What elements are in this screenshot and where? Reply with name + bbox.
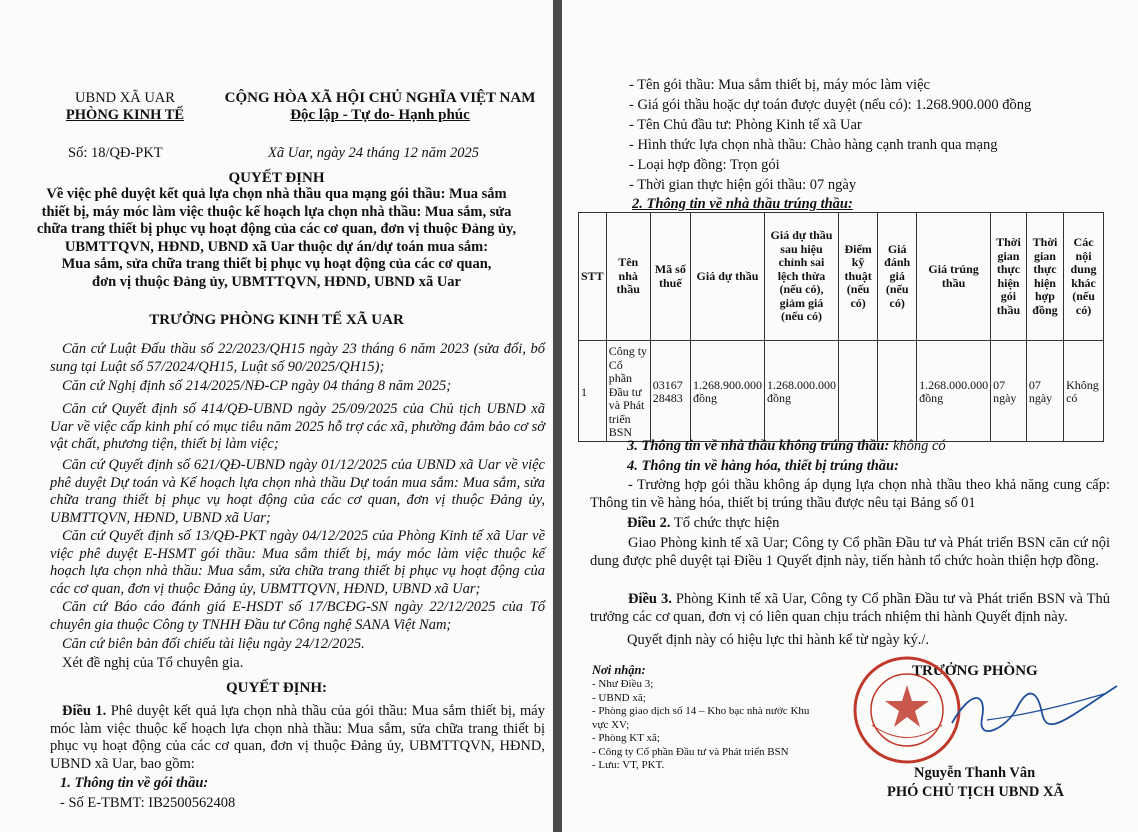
table-cell: 1.268.900.000 đồng <box>690 341 764 442</box>
subject-line: thiết bị, máy móc làm việc thuộc kế hoạch lựa chọn nhà thầu: Mua sắm, sửa <box>41 203 512 220</box>
section-3-value: không có <box>892 438 946 454</box>
table-header: Giá dự thầu sau hiệu chỉnh sai lệch thừa (nếu có), giảm giá (nếu có) <box>764 213 838 341</box>
table-cell: 1 <box>579 341 607 442</box>
subject-line: chữa trang thiết bị phục vụ hoạt động của các cơ quan, đơn vị thuộc Đảng ủy, <box>36 221 517 237</box>
article-3-text: Phòng Kinh tế xã Uar, Công ty Cổ phần Đầu tư và Phát triển BSN và Thủ trưởng các cơ quan, đơn vị có liên quan chịu trách nhiệm thi hành Quyết định này. <box>590 591 1110 625</box>
article-2-text: Giao Phòng kinh tế xã Uar; Công ty Cổ phần Đầu tư và Phát triển BSN căn cứ nội dung được phê duyệt tại Điều 1 Quyết định này, tiến hành tổ chức hoàn thiện hợp đồng. <box>590 535 1110 569</box>
recipient-item: - Phòng KT xã; <box>592 732 660 744</box>
effective-clause: Quyết định này có hiệu lực thi hành kể từ ngày ký./. <box>627 632 930 648</box>
article-1 <box>50 703 545 773</box>
legal-basis: Căn cứ Nghị định số 214/2025/NĐ-CP ngày 04 tháng 8 năm 2025; <box>62 378 452 394</box>
recipient-item: - Như Điều 3; <box>592 678 654 690</box>
package-info-item: - Hình thức lựa chọn nhà thầu: Chào hàng cạnh tranh qua mạng <box>629 137 998 153</box>
subject-line: UBMTTQVN, HĐND, UBND xã Uar thuộc dự án/dự toán mua sắm: <box>64 238 489 255</box>
proposal-line: Xét đề nghị của Tổ chuyên gia. <box>62 655 244 671</box>
signature-icon <box>947 678 1122 738</box>
authority-heading: TRƯỞNG PHÒNG KINH TẾ XÃ UAR <box>149 312 404 328</box>
signer-name: Nguyễn Thanh Vân <box>914 765 1036 781</box>
table-header: Thời gian thực hiện hợp đồng <box>1026 213 1063 341</box>
table-header: Mã số thuế <box>650 213 690 341</box>
table-header: Giá dự thầu <box>690 213 764 341</box>
table-header: STT <box>579 213 607 341</box>
article-2-title: Tổ chức thực hiện <box>673 515 780 531</box>
package-info-item: - Giá gói thầu hoặc dự toán được duyệt (nếu có): 1.268.900.000 đồng <box>629 97 1032 113</box>
national-motto: Độc lập - Tự do- Hạnh phúc <box>290 107 470 123</box>
table-cell: 1.268.000.000 đồng <box>764 341 838 442</box>
document-number: Số: 18/QĐ-PKT <box>68 145 163 161</box>
table-header: Điểm kỹ thuật (nếu có) <box>838 213 877 341</box>
table-cell: Không có <box>1064 341 1104 442</box>
subject-line: Mua sắm, sửa chữa trang thiết bị phục vụ hoạt động của các cơ quan, <box>61 256 492 272</box>
agency-line-2: PHÒNG KINH TẾ <box>65 107 185 123</box>
recipient-item: - Công ty Cổ phần Đầu tư và Phát triển BSN <box>592 745 789 758</box>
table-header: Các nội dung khác (nếu có) <box>1064 213 1104 341</box>
table-cell <box>878 341 917 442</box>
table-cell <box>838 341 877 442</box>
section-1-heading: 1. Thông tin về gói thầu: <box>60 775 209 791</box>
package-info-item: - Tên gói thầu: Mua sắm thiết bị, máy móc làm việc <box>629 77 930 93</box>
table-cell: Công ty Cổ phần Đầu tư và Phát triển BSN <box>606 341 650 442</box>
legal-basis: Căn cứ Quyết định số 13/QĐ-PKT ngày 04/12/2025 của Phòng Kinh tế xã Uar về việc phê duyệt E-HSMT gói thầu: Mua sắm thiết bị, máy móc làm việc thuộc kế hoạch lựa chọn nhà thầu: Mua sắm, sửa chữa trang thiết bị phục vụ hoạt động của các cơ quan, đơn vị thuộc Đảng ủy, UBMTTQVN, HĐND, UBND xã Uar; <box>50 528 545 597</box>
decision-subject <box>0 186 553 291</box>
table-header: Giá đánh giá (nếu có) <box>878 213 917 341</box>
section-3 <box>627 438 946 455</box>
national-title: CỘNG HÒA XÃ HỘI CHỦ NGHĨA VIỆT NAM <box>224 90 536 106</box>
table-row <box>579 341 1104 442</box>
table-header: Giá trúng thầu <box>917 213 991 341</box>
package-info-item: - Thời gian thực hiện gói thầu: 07 ngày <box>629 177 857 193</box>
article-3-label: Điều 3. <box>628 591 672 607</box>
legal-basis: Căn cứ Quyết định số 621/QĐ-UBND ngày 01/12/2025 của UBND xã Uar về việc phê duyệt Dự toán và Kế hoạch lựa chọn nhà thầu Dự toán mua sắm: Mua sắm, sửa chữa trang thiết bị phục vụ hoạt động của các cơ quan, đơn vị thuộc Đảng ủy, UBMTTQVN, HĐND, UBND xã Uar; <box>50 457 545 526</box>
decide-heading: QUYẾT ĐỊNH: <box>226 680 327 696</box>
signer-role: PHÓ CHỦ TỊCH UBND XÃ <box>887 784 1064 800</box>
legal-basis: Căn cứ biên bản đối chiếu tài liệu ngày 24/12/2025. <box>62 636 365 652</box>
etbmt-number: - Số E-TBMT: IB2500562408 <box>60 795 236 811</box>
section-4-heading: 4. Thông tin về hàng hóa, thiết bị trúng thầu: <box>627 458 899 474</box>
recipients-list <box>592 678 822 773</box>
section-4-text: - Trường hợp gói thầu không áp dụng lựa chọn nhà thầu theo khả năng cung cấp: Thông tin về hàng hóa, thiết bị trúng thầu được nêu tại Bảng số 01 <box>590 477 1110 511</box>
recipient-item: - Lưu: VT, PKT. <box>592 759 665 771</box>
package-info-list <box>629 75 1031 195</box>
official-seal-icon <box>852 655 962 765</box>
article-1-text: Phê duyệt kết quả lựa chọn nhà thầu của gói thầu: Mua sắm thiết bị, máy móc làm việc thuộc kế hoạch lựa chọn nhà thầu: Mua sắm, sửa chữa trang thiết bị phục vụ hoạt động của các cơ quan, đơn vị thuộc Đảng ủy, UBMTTQVN, HĐND, UBND xã Uar, bao gồm: <box>50 703 545 772</box>
legal-basis: Căn cứ Quyết định số 414/QĐ-UBND ngày 25/09/2025 của Chủ tịch UBND xã Uar về việc cấp kinh phí có mục tiêu năm 2025 hỗ trợ các xã, phường đảm bảo cơ sở vật chất, phương tiện, thiết bị làm việc; <box>50 401 545 452</box>
right-page <box>562 0 1138 832</box>
table-cell: 07 ngày <box>1026 341 1063 442</box>
subject-line: đơn vị thuộc Đảng ủy, UBMTTQVN, HĐND, UBND xã Uar <box>92 273 461 290</box>
table-header: Thời gian thực hiện gói thầu <box>991 213 1027 341</box>
place-date: Xã Uar, ngày 24 tháng 12 năm 2025 <box>268 145 480 161</box>
package-info-item: - Tên Chủ đầu tư: Phòng Kinh tế xã Uar <box>629 117 862 133</box>
winning-bidder-table <box>578 212 1104 442</box>
table-header: Tên nhà thầu <box>606 213 650 341</box>
recipient-item: - Phòng giao dịch số 14 – Kho bạc nhà nước Khu vực XV; <box>592 705 810 731</box>
recipients-heading: Nơi nhận: <box>592 663 646 677</box>
package-info-item: - Loại hợp đồng: Trọn gói <box>629 157 780 173</box>
recipient-item: - UBND xã; <box>592 691 646 704</box>
article-2-label: Điều 2. <box>627 515 671 531</box>
article-1-label: Điều 1. <box>62 703 107 719</box>
table-cell: 0316728483 <box>650 341 690 442</box>
article-2-heading <box>627 515 779 532</box>
document-type: QUYẾT ĐỊNH <box>228 170 325 186</box>
legal-basis: Căn cứ Luật Đấu thầu số 22/2023/QH15 ngày 23 tháng 6 năm 2023 (sửa đổi, bổ sung tại Luật số 57/2024/QH15, Luật số 90/2025/QH15); <box>50 341 545 375</box>
table-cell: 07 ngày <box>991 341 1027 442</box>
section-3-heading: 3. Thông tin về nhà thầu không trúng thầu: <box>627 438 890 454</box>
left-page <box>0 0 553 832</box>
legal-basis: Căn cứ Báo cáo đánh giá E-HSDT số 17/BCĐG-SN ngày 22/12/2025 của Tổ chuyên gia thuộc Công ty TNHH Đầu tư Công nghệ SANA Việt Nam; <box>50 599 545 633</box>
section-2-heading: 2. Thông tin về nhà thầu trúng thầu: <box>632 196 853 212</box>
signer-title: TRƯỞNG PHÒNG <box>912 663 1038 679</box>
article-3 <box>590 591 1110 626</box>
table-cell: 1.268.000.000 đồng <box>917 341 991 442</box>
subject-line: Về việc phê duyệt kết quả lựa chọn nhà thầu qua mạng gói thầu: Mua sắm <box>46 186 507 202</box>
agency-line-1: UBND XÃ UAR <box>75 90 175 106</box>
